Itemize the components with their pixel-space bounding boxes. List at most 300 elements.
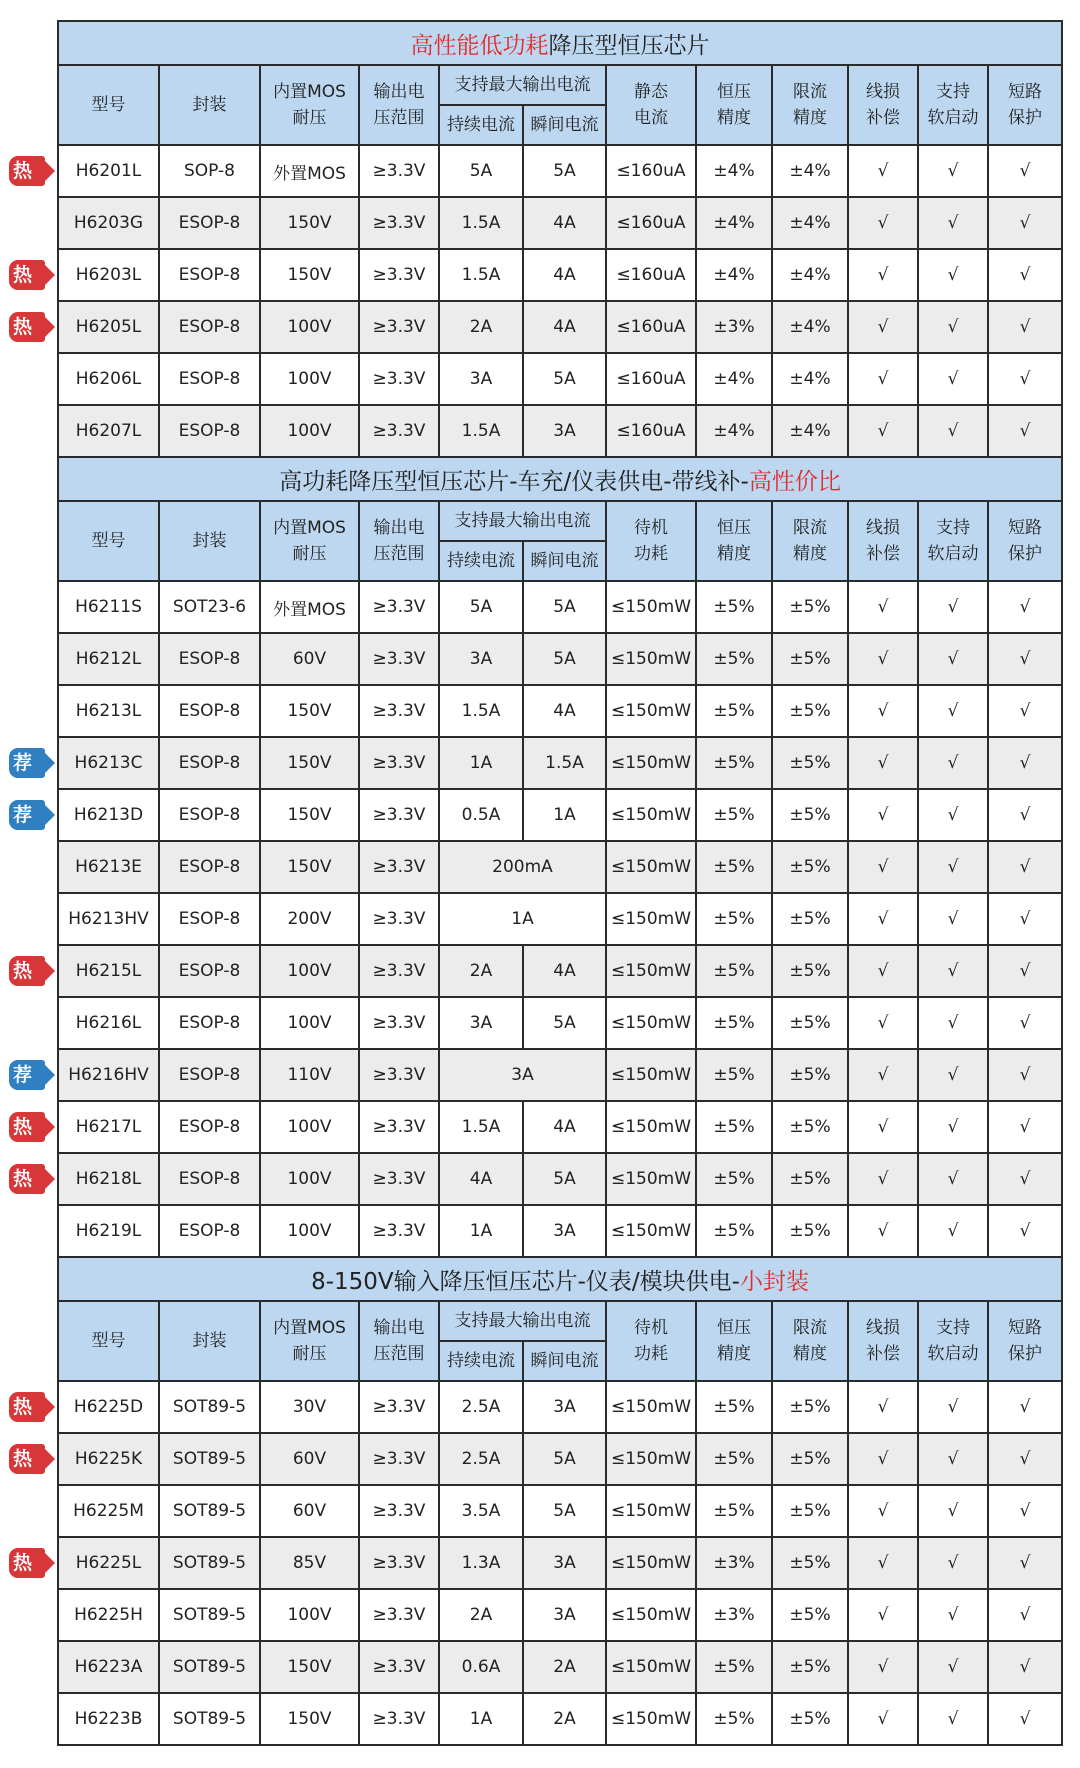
cell-soft-start: √: [918, 1485, 988, 1537]
cell-vout: ≥3.3V: [359, 1641, 439, 1693]
cell-line-comp: √: [848, 405, 918, 457]
cell-accuracy: ±5%: [696, 893, 772, 945]
table-row: [58, 1381, 1062, 1433]
cell-package: SOT89-5: [159, 1537, 260, 1589]
cell-short: √: [988, 737, 1062, 789]
cell-continuous: 3A: [439, 633, 523, 685]
cell-short: √: [988, 789, 1062, 841]
cell-package: ESOP-8: [159, 789, 260, 841]
cell-accuracy: ±5%: [696, 1153, 772, 1205]
cell-model: H6225H: [58, 1589, 159, 1641]
badge-label: 荐: [13, 1064, 33, 1086]
col-power-line1: 静态: [634, 82, 668, 102]
cell-model: H6225K: [58, 1433, 159, 1485]
table-row: [58, 301, 1062, 353]
cell-limit: ±5%: [772, 1693, 848, 1745]
cell-instant: 5A: [523, 1433, 606, 1485]
col-accuracy-line1: 恒压: [717, 518, 751, 538]
cell-line-comp: √: [848, 893, 918, 945]
hot-badge: [9, 956, 45, 986]
cell-power: ≤150mW: [606, 1381, 696, 1433]
cell-power: ≤150mW: [606, 685, 696, 737]
col-accuracy: [696, 1301, 772, 1381]
cell-mos: 150V: [260, 737, 359, 789]
cell-line-comp: √: [848, 249, 918, 301]
section-title: [58, 21, 1062, 65]
col-limit-line2: 精度: [793, 1344, 827, 1364]
cell-limit: ±4%: [772, 197, 848, 249]
col-mos-line1: 内置MOS: [273, 82, 346, 102]
cell-short: √: [988, 1433, 1062, 1485]
hot-badge: [9, 1164, 45, 1194]
cell-continuous: 0.6A: [439, 1641, 523, 1693]
cell-mos: 外置MOS: [260, 145, 359, 197]
col-continuous: 持续电流: [439, 541, 523, 581]
cell-instant: 3A: [523, 1589, 606, 1641]
badge-label: 热: [13, 1168, 33, 1190]
cell-line-comp: √: [848, 1433, 918, 1485]
cell-instant: 5A: [523, 353, 606, 405]
cell-soft-start: √: [918, 581, 988, 633]
cell-accuracy: ±5%: [696, 1205, 772, 1257]
col-model: 型号: [58, 501, 159, 581]
title-main: 8-150V输入降压恒压芯片-仪表/模块供电-: [311, 1268, 740, 1295]
cell-soft-start: √: [918, 1153, 988, 1205]
cell-model: H6203G: [58, 197, 159, 249]
cell-instant: 5A: [523, 1153, 606, 1205]
cell-continuous: 2A: [439, 1589, 523, 1641]
cell-instant: 2A: [523, 1693, 606, 1745]
cell-continuous: 1.3A: [439, 1537, 523, 1589]
cell-package: SOT23-6: [159, 581, 260, 633]
col-package: 封装: [159, 501, 260, 581]
cell-mos: 150V: [260, 841, 359, 893]
table-row: [58, 1537, 1062, 1589]
cell-limit: ±5%: [772, 633, 848, 685]
cell-model: H6213E: [58, 841, 159, 893]
cell-limit: ±4%: [772, 301, 848, 353]
cell-package: ESOP-8: [159, 1101, 260, 1153]
cell-accuracy: ±5%: [696, 581, 772, 633]
cell-package: ESOP-8: [159, 1153, 260, 1205]
cell-package: ESOP-8: [159, 197, 260, 249]
table-row: [58, 145, 1062, 197]
cell-soft-start: √: [918, 1205, 988, 1257]
cell-line-comp: √: [848, 1205, 918, 1257]
cell-power: ≤160uA: [606, 353, 696, 405]
cell-limit: ±5%: [772, 1101, 848, 1153]
cell-limit: ±5%: [772, 1641, 848, 1693]
table-row: [58, 1641, 1062, 1693]
cell-soft-start: √: [918, 249, 988, 301]
col-line-comp: [848, 1301, 918, 1381]
cell-instant: 4A: [523, 685, 606, 737]
col-accuracy-line1: 恒压: [717, 82, 751, 102]
spec-sheet: [57, 20, 1061, 1746]
cell-limit: ±5%: [772, 1589, 848, 1641]
col-limit: [772, 501, 848, 581]
cell-package: SOT89-5: [159, 1381, 260, 1433]
cell-limit: ±5%: [772, 893, 848, 945]
cell-mos: 60V: [260, 1433, 359, 1485]
cell-limit: ±4%: [772, 405, 848, 457]
cell-accuracy: ±4%: [696, 197, 772, 249]
cell-soft-start: √: [918, 893, 988, 945]
title-red-suffix: 高性价比: [748, 468, 841, 495]
col-power: [606, 65, 696, 145]
col-instant: 瞬间电流: [523, 1341, 606, 1381]
col-soft-start: [918, 65, 988, 145]
cell-model: H6225D: [58, 1381, 159, 1433]
cell-continuous: 3A: [439, 997, 523, 1049]
cell-instant: 4A: [523, 945, 606, 997]
cell-package: ESOP-8: [159, 893, 260, 945]
cell-instant: 4A: [523, 1101, 606, 1153]
cell-line-comp: √: [848, 1537, 918, 1589]
cell-mos: 100V: [260, 945, 359, 997]
cell-instant: 5A: [523, 997, 606, 1049]
col-continuous: 持续电流: [439, 1341, 523, 1381]
cell-instant: 1.5A: [523, 737, 606, 789]
cell-model: H6207L: [58, 405, 159, 457]
cell-model: H6217L: [58, 1101, 159, 1153]
cell-limit: ±5%: [772, 789, 848, 841]
cell-accuracy: ±4%: [696, 249, 772, 301]
col-vout-line1: 输出电: [373, 1318, 425, 1338]
cell-power: ≤150mW: [606, 1589, 696, 1641]
section-title: [58, 1257, 1062, 1301]
cell-power: ≤150mW: [606, 1693, 696, 1745]
cell-line-comp: √: [848, 145, 918, 197]
badge-label: 热: [13, 1396, 33, 1418]
cell-short: √: [988, 145, 1062, 197]
cell-model: H6203L: [58, 249, 159, 301]
col-soft-start-line2: 软启动: [927, 1344, 979, 1364]
cell-limit: ±5%: [772, 1433, 848, 1485]
cell-short: √: [988, 997, 1062, 1049]
col-line-comp: [848, 65, 918, 145]
cell-short: √: [988, 893, 1062, 945]
hot-badge: [9, 1392, 45, 1422]
cell-package: ESOP-8: [159, 1049, 260, 1101]
col-short: [988, 1301, 1062, 1381]
cell-package: ESOP-8: [159, 249, 260, 301]
cell-continuous: 2.5A: [439, 1433, 523, 1485]
cell-power: ≤150mW: [606, 1101, 696, 1153]
cell-continuous: 1A: [439, 1693, 523, 1745]
cell-continuous: 3A: [439, 353, 523, 405]
cell-vout: ≥3.3V: [359, 945, 439, 997]
cell-package: ESOP-8: [159, 685, 260, 737]
cell-mos: 150V: [260, 249, 359, 301]
spec-table: [57, 20, 1063, 1746]
cell-vout: ≥3.3V: [359, 893, 439, 945]
cell-mos: 150V: [260, 1693, 359, 1745]
badge-label: 热: [13, 264, 33, 286]
cell-soft-start: √: [918, 789, 988, 841]
cell-line-comp: √: [848, 1589, 918, 1641]
cell-continuous: 4A: [439, 1153, 523, 1205]
col-vout-line2: 压范围: [373, 108, 425, 128]
cell-limit: ±4%: [772, 353, 848, 405]
hot-badge: [9, 156, 45, 186]
cell-vout: ≥3.3V: [359, 353, 439, 405]
cell-instant: 5A: [523, 1485, 606, 1537]
cell-line-comp: √: [848, 789, 918, 841]
cell-vout: ≥3.3V: [359, 1153, 439, 1205]
badge-label: 荐: [13, 804, 33, 826]
cell-line-comp: √: [848, 1693, 918, 1745]
cell-vout: ≥3.3V: [359, 145, 439, 197]
cell-model: H6213HV: [58, 893, 159, 945]
table-row: [58, 1485, 1062, 1537]
col-mos-line2: 耐压: [292, 544, 327, 564]
cell-vout: ≥3.3V: [359, 841, 439, 893]
cell-short: √: [988, 633, 1062, 685]
cell-limit: ±4%: [772, 249, 848, 301]
col-vout-line1: 输出电: [373, 82, 425, 102]
cell-line-comp: √: [848, 737, 918, 789]
cell-line-comp: √: [848, 841, 918, 893]
cell-accuracy: ±3%: [696, 301, 772, 353]
cell-instant: 1A: [523, 789, 606, 841]
table-row: [58, 1433, 1062, 1485]
col-accuracy-line1: 恒压: [717, 1318, 751, 1338]
cell-mos: 100V: [260, 301, 359, 353]
cell-current: 200mA: [439, 841, 606, 893]
cell-model: H6211S: [58, 581, 159, 633]
cell-model: H6219L: [58, 1205, 159, 1257]
cell-accuracy: ±5%: [696, 1049, 772, 1101]
cell-short: √: [988, 1381, 1062, 1433]
cell-line-comp: √: [848, 581, 918, 633]
cell-continuous: 1.5A: [439, 405, 523, 457]
cell-model: H6215L: [58, 945, 159, 997]
col-soft-start: [918, 501, 988, 581]
cell-vout: ≥3.3V: [359, 405, 439, 457]
header-row: [58, 1301, 1062, 1341]
col-accuracy-line2: 精度: [717, 544, 751, 564]
cell-accuracy: ±5%: [696, 737, 772, 789]
cell-accuracy: ±5%: [696, 789, 772, 841]
col-vout-line2: 压范围: [373, 544, 425, 564]
cell-line-comp: √: [848, 1049, 918, 1101]
cell-mos: 150V: [260, 685, 359, 737]
cell-power: ≤160uA: [606, 405, 696, 457]
table-row: [58, 249, 1062, 301]
cell-accuracy: ±5%: [696, 997, 772, 1049]
col-line-comp-line1: 线损: [866, 1318, 900, 1338]
cell-soft-start: √: [918, 737, 988, 789]
cell-power: ≤150mW: [606, 1537, 696, 1589]
cell-line-comp: √: [848, 353, 918, 405]
col-instant: 瞬间电流: [523, 541, 606, 581]
col-mos-line1: 内置MOS: [273, 1318, 346, 1338]
cell-instant: 5A: [523, 581, 606, 633]
cell-soft-start: √: [918, 945, 988, 997]
col-instant: 瞬间电流: [523, 105, 606, 145]
col-short-line1: 短路: [1008, 518, 1043, 538]
cell-power: ≤160uA: [606, 249, 696, 301]
cell-package: SOT89-5: [159, 1589, 260, 1641]
cell-model: H6216HV: [58, 1049, 159, 1101]
cell-accuracy: ±5%: [696, 841, 772, 893]
table-row: [58, 685, 1062, 737]
cell-vout: ≥3.3V: [359, 1433, 439, 1485]
recommend-badge: [9, 748, 45, 778]
col-vout: [359, 1301, 439, 1381]
cell-current: 3A: [439, 1049, 606, 1101]
cell-limit: ±5%: [772, 1537, 848, 1589]
col-limit-line1: 限流: [793, 1318, 827, 1338]
col-power-line2: 功耗: [634, 1344, 668, 1364]
table-row: [58, 1049, 1062, 1101]
badge-label: 热: [13, 160, 33, 182]
cell-instant: 5A: [523, 145, 606, 197]
table-row: [58, 737, 1062, 789]
cell-mos: 150V: [260, 1641, 359, 1693]
badge-label: 热: [13, 960, 33, 982]
hot-badge: [9, 312, 45, 342]
col-short: [988, 65, 1062, 145]
col-limit-line1: 限流: [793, 82, 827, 102]
hot-badge: [9, 260, 45, 290]
cell-line-comp: √: [848, 945, 918, 997]
cell-short: √: [988, 1537, 1062, 1589]
cell-continuous: 1.5A: [439, 249, 523, 301]
cell-continuous: 2A: [439, 301, 523, 353]
cell-package: ESOP-8: [159, 841, 260, 893]
cell-continuous: 1.5A: [439, 197, 523, 249]
cell-power: ≤150mW: [606, 1205, 696, 1257]
cell-short: √: [988, 1693, 1062, 1745]
col-short-line2: 保护: [1008, 544, 1043, 564]
col-short: [988, 501, 1062, 581]
col-limit: [772, 1301, 848, 1381]
hot-badge: [9, 1548, 45, 1578]
cell-power: ≤150mW: [606, 633, 696, 685]
cell-power: ≤160uA: [606, 197, 696, 249]
cell-short: √: [988, 1485, 1062, 1537]
table-row: [58, 1589, 1062, 1641]
cell-short: √: [988, 1153, 1062, 1205]
cell-mos: 60V: [260, 1485, 359, 1537]
cell-mos: 85V: [260, 1537, 359, 1589]
cell-mos: 100V: [260, 1205, 359, 1257]
table-row: [58, 581, 1062, 633]
cell-vout: ≥3.3V: [359, 1693, 439, 1745]
badge-label: 热: [13, 1448, 33, 1470]
cell-limit: ±5%: [772, 685, 848, 737]
header-row: [58, 65, 1062, 105]
cell-vout: ≥3.3V: [359, 1381, 439, 1433]
col-power-line1: 待机: [634, 1318, 668, 1338]
hot-badge: [9, 1112, 45, 1142]
col-soft-start-line2: 软启动: [927, 108, 979, 128]
cell-limit: ±5%: [772, 997, 848, 1049]
cell-model: H6206L: [58, 353, 159, 405]
cell-power: ≤150mW: [606, 1049, 696, 1101]
section-title: [58, 457, 1062, 501]
col-limit-line2: 精度: [793, 544, 827, 564]
col-package: 封装: [159, 1301, 260, 1381]
cell-instant: 5A: [523, 633, 606, 685]
cell-power: ≤150mW: [606, 1433, 696, 1485]
cell-limit: ±5%: [772, 737, 848, 789]
recommend-badge: [9, 1060, 45, 1090]
cell-line-comp: √: [848, 301, 918, 353]
title-red-suffix: 小封装: [739, 1268, 809, 1295]
cell-vout: ≥3.3V: [359, 1589, 439, 1641]
table-row: [58, 353, 1062, 405]
cell-package: SOT89-5: [159, 1485, 260, 1537]
badge-label: 热: [13, 1552, 33, 1574]
col-accuracy-line2: 精度: [717, 1344, 751, 1364]
spec-table-body: [58, 21, 1062, 1745]
table-row: [58, 945, 1062, 997]
col-mos-line2: 耐压: [292, 1344, 327, 1364]
col-mos: [260, 65, 359, 145]
cell-accuracy: ±5%: [696, 1693, 772, 1745]
cell-soft-start: √: [918, 841, 988, 893]
section-title-row: [58, 1257, 1062, 1301]
col-power-line1: 待机: [634, 518, 668, 538]
cell-accuracy: ±4%: [696, 405, 772, 457]
col-max-current: 支持最大输出电流: [439, 1301, 606, 1341]
cell-line-comp: √: [848, 1641, 918, 1693]
col-accuracy: [696, 501, 772, 581]
cell-package: ESOP-8: [159, 633, 260, 685]
cell-limit: ±4%: [772, 145, 848, 197]
title-main: 高功耗降压型恒压芯片-车充/仪表供电-带线补-: [279, 468, 749, 495]
cell-line-comp: √: [848, 197, 918, 249]
cell-continuous: 1.5A: [439, 1101, 523, 1153]
section-title-row: [58, 21, 1062, 65]
cell-package: SOP-8: [159, 145, 260, 197]
table-row: [58, 789, 1062, 841]
cell-accuracy: ±5%: [696, 1381, 772, 1433]
cell-power: ≤160uA: [606, 145, 696, 197]
cell-continuous: 2.5A: [439, 1381, 523, 1433]
cell-continuous: 1A: [439, 737, 523, 789]
cell-package: SOT89-5: [159, 1693, 260, 1745]
badge-label: 热: [13, 1116, 33, 1138]
cell-line-comp: √: [848, 997, 918, 1049]
cell-package: ESOP-8: [159, 301, 260, 353]
cell-instant: 4A: [523, 249, 606, 301]
cell-package: SOT89-5: [159, 1641, 260, 1693]
table-row: [58, 1205, 1062, 1257]
cell-model: H6213C: [58, 737, 159, 789]
cell-model: H6205L: [58, 301, 159, 353]
col-line-comp-line1: 线损: [866, 82, 900, 102]
cell-package: ESOP-8: [159, 1205, 260, 1257]
cell-accuracy: ±4%: [696, 145, 772, 197]
cell-model: H6223B: [58, 1693, 159, 1745]
cell-accuracy: ±5%: [696, 685, 772, 737]
cell-soft-start: √: [918, 1589, 988, 1641]
cell-soft-start: √: [918, 633, 988, 685]
col-soft-start: [918, 1301, 988, 1381]
cell-instant: 3A: [523, 1205, 606, 1257]
col-line-comp-line1: 线损: [866, 518, 900, 538]
cell-vout: ≥3.3V: [359, 685, 439, 737]
cell-accuracy: ±5%: [696, 633, 772, 685]
cell-accuracy: ±5%: [696, 1433, 772, 1485]
col-limit-line2: 精度: [793, 108, 827, 128]
cell-mos: 100V: [260, 405, 359, 457]
cell-vout: ≥3.3V: [359, 737, 439, 789]
